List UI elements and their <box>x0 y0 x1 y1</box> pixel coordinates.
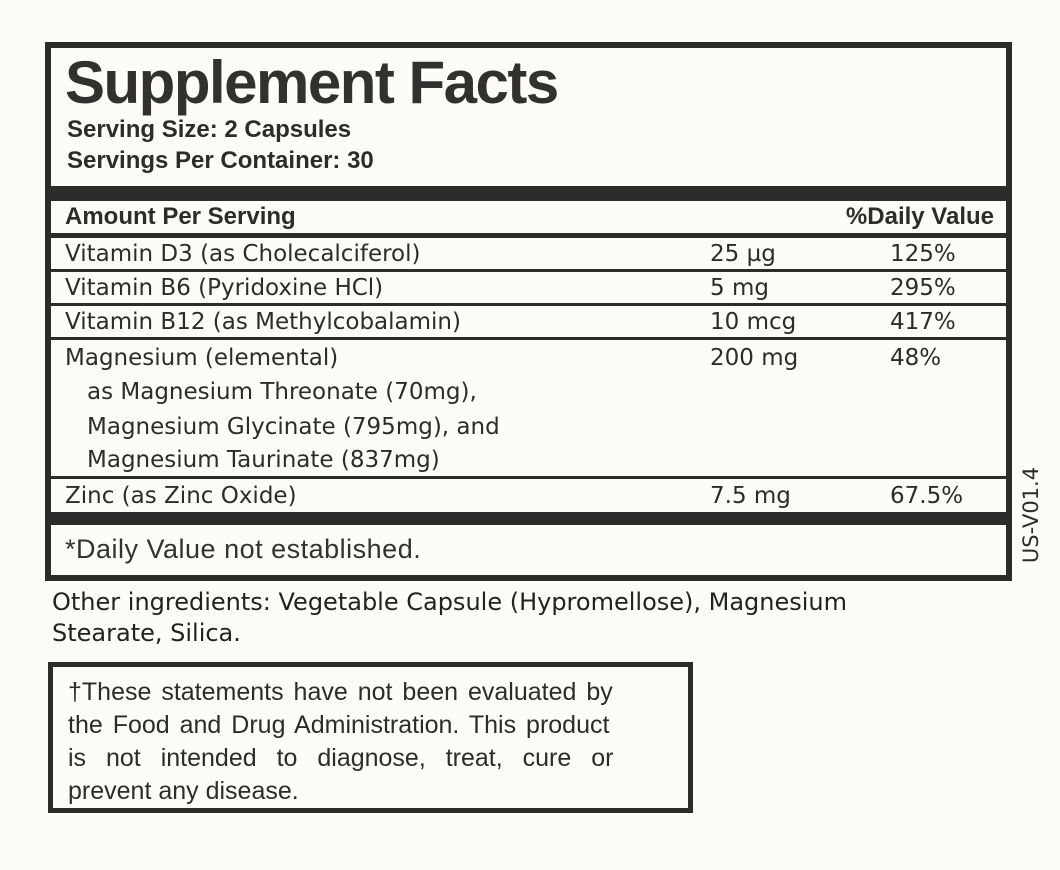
other-ingredients-line: Stearate, Silica. <box>52 619 241 647</box>
serving-size: Serving Size: 2 Capsules <box>67 116 352 143</box>
divider-bar-bottom <box>51 512 1006 525</box>
version-code: US-V01.4 <box>1019 466 1044 564</box>
table-header <box>51 201 1006 233</box>
magnesium-form-line: as Magnesium Threonate (70mg), <box>87 379 477 405</box>
nutrient-name: Zinc (as Zinc Oxide) <box>65 482 297 509</box>
panel-title: Supplement Facts <box>65 49 558 116</box>
nutrient-name: Magnesium (elemental) <box>65 344 339 371</box>
nutrient-daily-value: 67.5% <box>890 482 964 509</box>
other-ingredients <box>52 587 982 649</box>
disclaimer-line: the Food and Drug Administration. This product <box>68 711 610 739</box>
nutrient-amount: 25 µg <box>710 240 776 267</box>
daily-value-header: %Daily Value <box>845 203 994 230</box>
nutrient-amount: 200 mg <box>710 344 799 371</box>
nutrient-daily-value: 417% <box>890 308 956 335</box>
servings-per-container: Servings Per Container: 30 <box>67 147 374 174</box>
disclaimer-line: †These statements have not been evaluated by <box>68 678 613 706</box>
nutrient-amount: 5 mg <box>710 274 769 301</box>
divider-bar-top <box>51 186 1006 201</box>
version-code-container <box>1013 452 1049 578</box>
nutrient-daily-value: 295% <box>890 274 956 301</box>
supplement-facts-panel <box>45 42 1012 581</box>
disclaimer-line: is not intended to diagnose, treat, cure or <box>68 744 614 772</box>
table-row <box>51 306 1006 340</box>
table-row-magnesium <box>51 340 1006 479</box>
nutrient-amount: 7.5 mg <box>710 482 791 509</box>
nutrient-name: Vitamin B12 (as Methylcobalamin) <box>65 308 461 335</box>
nutrient-name: Vitamin D3 (as Cholecalciferol) <box>65 240 421 267</box>
other-ingredients-line: Other ingredients: Vegetable Capsule (Hypromellose), Magnesium <box>52 588 848 616</box>
daily-value-footnote: *Daily Value not established. <box>65 534 422 564</box>
magnesium-form-line: Magnesium Glycinate (795mg), and <box>87 414 500 440</box>
nutrient-daily-value: 125% <box>890 240 956 267</box>
amount-per-serving-header: Amount Per Serving <box>65 203 296 230</box>
table-row <box>51 238 1006 272</box>
table-row <box>51 272 1006 306</box>
table-row <box>51 479 1006 512</box>
fda-disclaimer-box <box>48 662 693 813</box>
nutrient-name: Vitamin B6 (Pyridoxine HCl) <box>65 274 384 301</box>
nutrient-amount: 10 mcg <box>710 308 797 335</box>
magnesium-form-line: Magnesium Taurinate (837mg) <box>87 447 440 473</box>
disclaimer-line: prevent any disease. <box>68 777 299 805</box>
nutrient-daily-value: 48% <box>890 344 942 371</box>
